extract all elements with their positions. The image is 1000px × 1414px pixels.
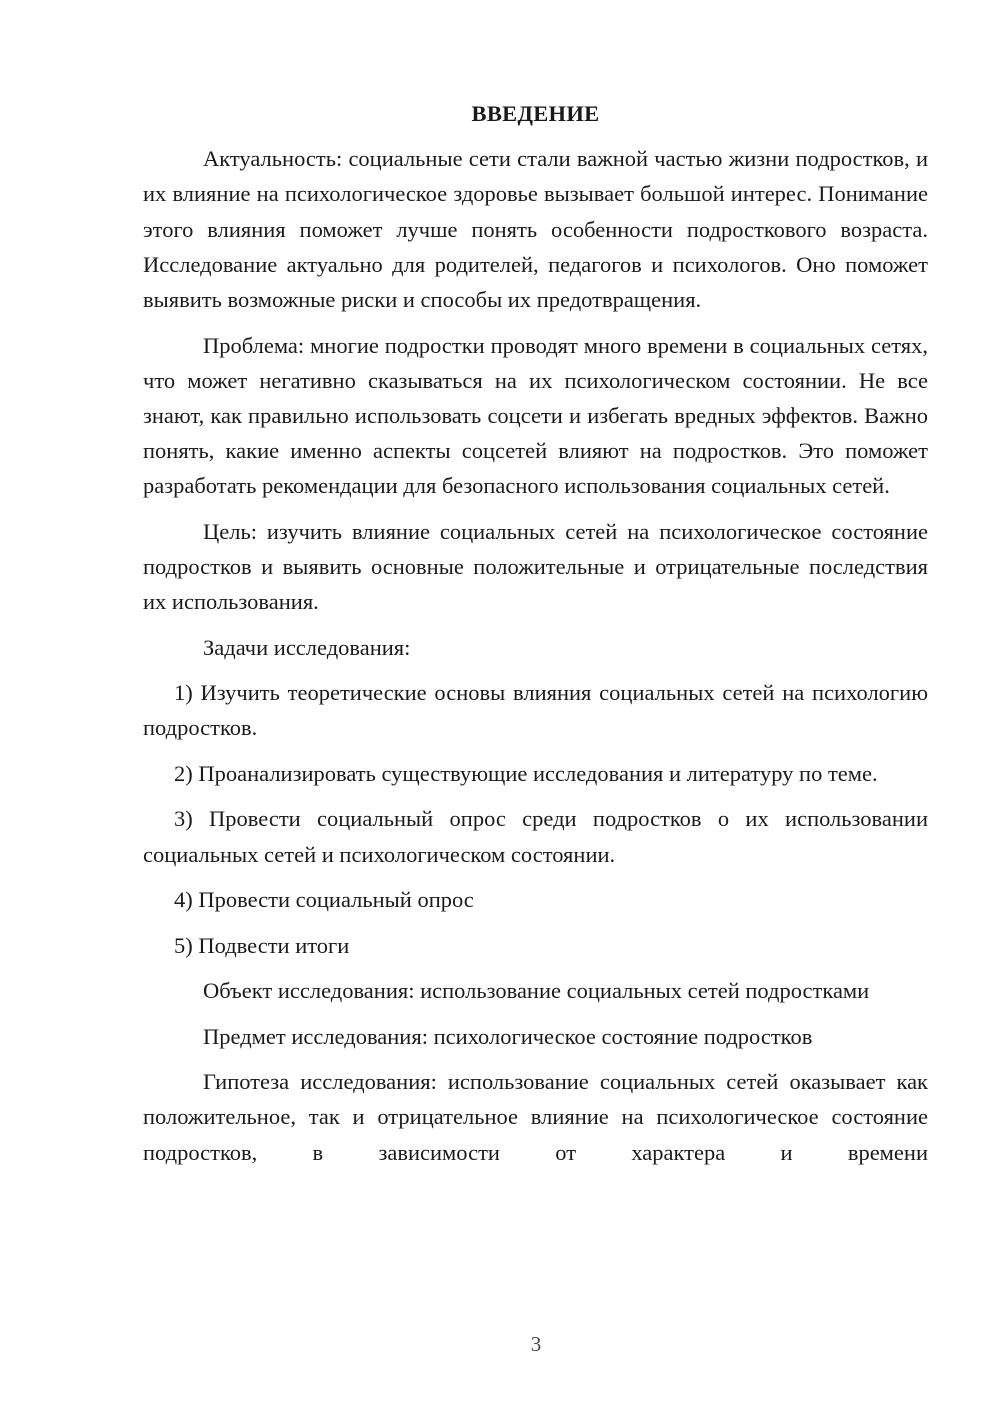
page-number: 3 — [530, 1332, 542, 1356]
section-heading: ВВЕДЕНИЕ — [471, 101, 600, 126]
task-item-5: 5) Подвести итоги — [174, 932, 350, 958]
relevance-paragraph: Актуальность: социальные сети стали важной частью жизни подростков, и их влияние на психологическое здоровье вызывает большой интерес. Понимание этого влияния поможет лучше понять особенности подросткового возраста. Исследование актуально для родителей, педагогов и психологов. Оно поможет выявить возможные риски и способы их предотвращения. — [143, 146, 928, 313]
document-page — [143, 96, 928, 1180]
hypothesis-paragraph: Гипотеза исследования: использование социальных сетей оказывает как положительное, так и отрицательное влияние на психологическое состояние подростков, в зависимости от характера и времени — [143, 1069, 928, 1165]
task-item-1: 1) Изучить теоретические основы влияния социальных сетей на психологию подростков. — [143, 680, 928, 741]
goal-paragraph: Цель: изучить влияние социальных сетей на психологическое состояние подростков и выявить основные положительные и отрицательные последствия их использования. — [143, 518, 928, 615]
tasks-title: Задачи исследования: — [203, 634, 411, 660]
task-item-4: 4) Провести социальный опрос — [174, 887, 474, 913]
subject-paragraph: Предмет исследования: психологическое состояние подростков — [203, 1023, 813, 1049]
object-paragraph: Объект исследования: использование социальных сетей подростками — [203, 978, 870, 1004]
task-item-2: 2) Проанализировать существующие исследования и литературу по теме. — [174, 760, 878, 786]
task-item-3: 3) Провести социальный опрос среди подростков о их использовании социальных сетей и психологическом состоянии. — [143, 806, 928, 867]
problem-paragraph: Проблема: многие подростки проводят много времени в социальных сетях, что может негативно сказываться на их психологическом состоянии. Не все знают, как правильно использовать соцсети и избегать вредных эффектов. Важно понять, какие именно аспекты соцсетей влияют на подростков. Это поможет разработать рекомендации для безопасного использования социальных сетей. — [143, 332, 928, 499]
